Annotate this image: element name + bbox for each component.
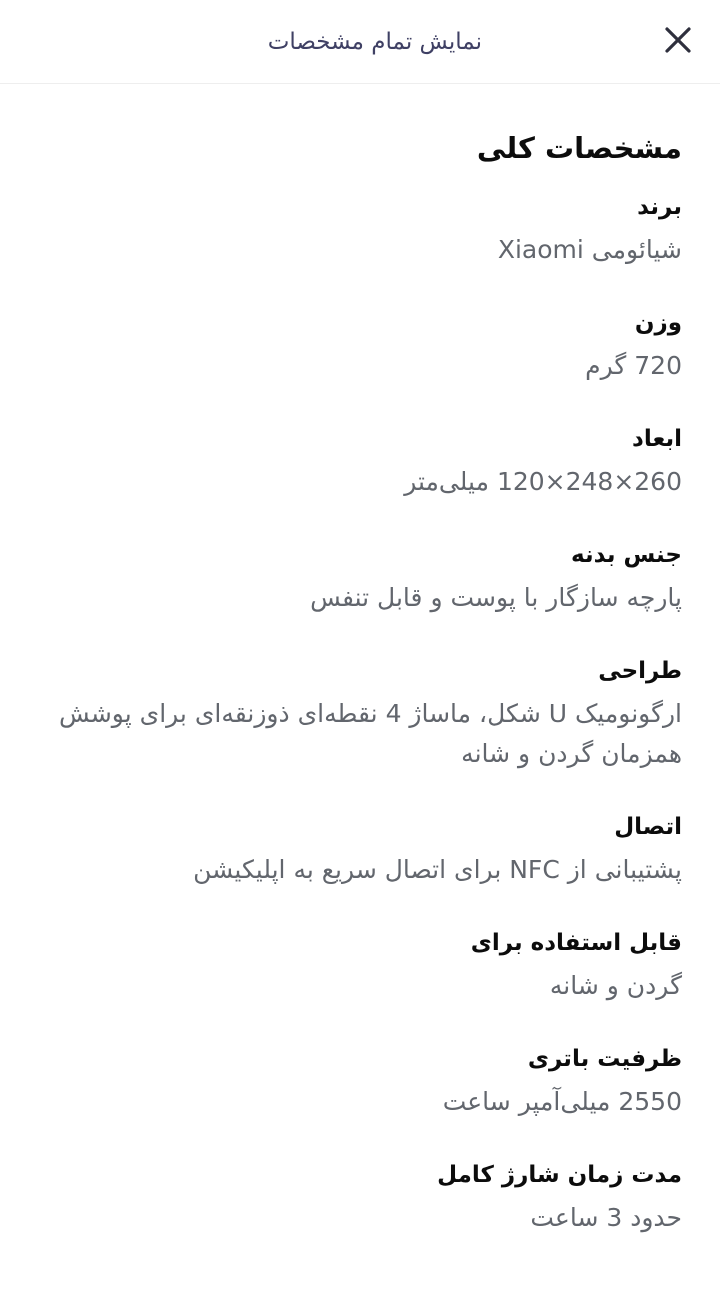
spec-weight [40, 294, 682, 410]
spec-brand [40, 178, 682, 294]
spec-label: مدت زمان شارژ کامل [437, 1162, 682, 1188]
spec-value: گردن و شانه [549, 971, 682, 1000]
spec-label: وزن [634, 310, 682, 336]
spec-value: حدود 3 ساعت [530, 1203, 682, 1232]
spec-label: قابل استفاده برای [470, 930, 682, 956]
spec-label: برند [637, 194, 682, 220]
spec-battery-capacity [40, 1030, 682, 1146]
spec-label: اتصال [614, 814, 682, 840]
spec-usable-for [40, 914, 682, 1030]
spec-value: 2550 میلی‌آمپر ساعت [442, 1087, 682, 1116]
spec-label: ظرفیت باتری [527, 1046, 682, 1072]
close-icon [660, 22, 696, 58]
spec-body-material [40, 526, 682, 642]
page-title: نمایش تمام مشخصات [267, 29, 482, 55]
close-button[interactable] [660, 22, 696, 58]
spec-value: 720 گرم [585, 351, 682, 380]
top-app-bar [0, 0, 720, 84]
spec-value: 260×248×120 میلی‌متر [404, 467, 682, 496]
spec-label: طراحی [598, 658, 682, 684]
spec-value: پشتیبانی از NFC برای اتصال سریع به اپلیکیشن [193, 855, 682, 884]
spec-design [40, 642, 682, 798]
spec-label: ابعاد [632, 426, 682, 452]
section-title: مشخصات کلی [476, 131, 682, 165]
spec-value: ارگونومیک U شکل، ماساژ 4 نقطه‌ای ذوزنقه‌ای برای پوشش همزمان گردن و شانه [58, 699, 682, 768]
spec-connectivity [40, 798, 682, 914]
spec-value: پارچه سازگار با پوست و قابل تنفس [310, 583, 682, 612]
spec-dimensions [40, 410, 682, 526]
spec-charge-time [40, 1146, 682, 1262]
spec-label: جنس بدنه [571, 542, 682, 568]
spec-value: شیائومی Xiaomi [497, 235, 682, 264]
spec-list [40, 178, 682, 1262]
specs-content [40, 84, 682, 1262]
